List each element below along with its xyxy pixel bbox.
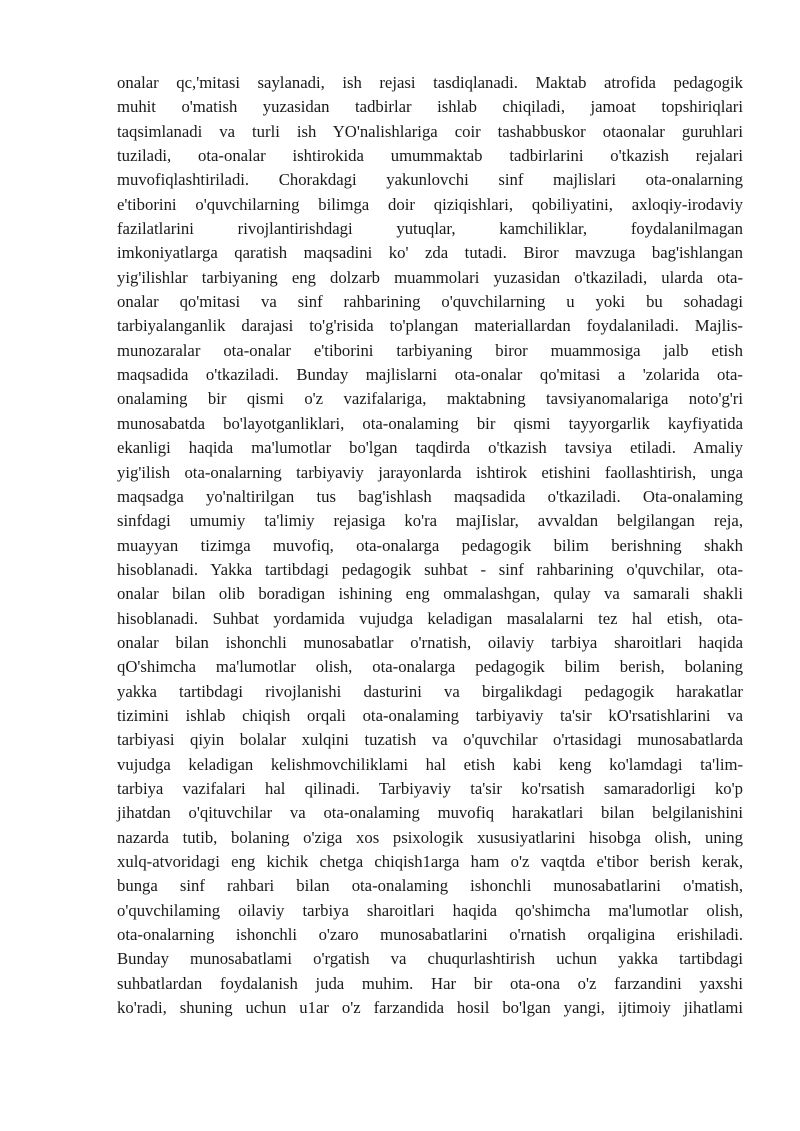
text-line-31: jihatdan o'qituvchilar va ota-onalaming muvofiq harakatlari bilan belgilanishini xyxy=(117,803,743,823)
text-line-13: maqsadida o'tkaziladi. Bunday majlislarni ota-onalar qo'mitasi a 'zolarida ota- xyxy=(117,365,743,385)
text-line-24: onalar bilan ishonchli munosabatlar o'rnatish, oilaviy tarbiya sharoitlari haqida xyxy=(117,632,743,652)
text-line-39: ko'radi, shuning uchun u1ar o'z farzandida hosil bo'lgan yangi, ijtimoiy jihatlami xyxy=(117,998,743,1018)
text-line-23: hisoblanadi. Suhbat yordamida vujudga keladigan masalalarni tez hal etish, ota- xyxy=(117,608,743,628)
text-line-17: yig'ilish ota-onalarning tarbiyaviy jarayonlarda ishtirok etishini faollashtirish, unga xyxy=(117,462,743,482)
text-line-18: maqsadga yo'naltirilgan tus bag'ishlash maqsadida o'tkaziladi. Ota-onalaming xyxy=(117,486,743,506)
text-line-33: xulq-atvoridagi eng kichik chetga chiqish1arga ham o'z vaqtda e'tibor berish kerak, xyxy=(117,852,743,871)
text-line-11: tarbiyalanganlik darajasi to'g'risida to'plangan materiallardan foydalaniladi. Majlis- xyxy=(117,316,743,336)
text-line-7: fazilatlarini rivojlantirishdagi yutuqlar, kamchiliklar, foydalanilmagan xyxy=(117,219,743,239)
text-line-22: onalar bilan olib boradigan ishining eng ommalashgan, qulay va samarali shakli xyxy=(117,584,743,604)
text-line-25: qO'shimcha ma'lumotlar olish, ota-onalarga pedagogik bilim berish, bolaning xyxy=(117,657,743,677)
text-line-29: vujudga keladigan kelishmovchiliklami hal etish kabi keng ko'lamdagi ta'lim- xyxy=(117,754,743,774)
text-line-9: yig'ilishlar tarbiyaning eng dolzarb muammolari yuzasidan o'tkaziladi, ularda ota- xyxy=(117,267,743,287)
text-line-4: tuziladi, ota-onalar ishtirokida umummaktab tadbirlarini o'tkazish rejalari xyxy=(117,146,743,166)
text-line-30: tarbiya vazifalari hal qilinadi. Tarbiyaviy ta'sir ko'rsatish samaradorligi ko'p xyxy=(117,778,743,798)
text-line-28: tarbiyasi qiyin bolalar xulqini tuzatish va o'quvchilar o'rtasidagi munosabatlarda xyxy=(117,730,743,750)
text-line-8: imkoniyatlarga qaratish maqsadini ko' zda tutadi. Biror mavzuga bag'ishlangan xyxy=(117,243,743,263)
text-line-5: muvofiqlashtiriladi. Chorakdagi yakunlovchi sinf majlislari ota-onalarning xyxy=(117,170,743,190)
text-line-10: onalar qo'mitasi va sinf rahbarining o'quvchilarning u yoki bu sohadagi xyxy=(117,292,743,312)
text-line-12: munozaralar ota-onalar e'tiborini tarbiyaning biror muammosiga jalb etish xyxy=(117,340,743,360)
text-line-35: o'quvchilaming oilaviy tarbiya sharoitlari haqida qo'shimcha ma'lumotlar olish, xyxy=(117,900,743,920)
text-line-37: Bunday munosabatlami o'rgatish va chuqurlashtirish uchun yakka tartibdagi xyxy=(117,949,743,969)
text-line-19: sinfdagi umumiy ta'limiy rejasiga ko'ra majIislar, avvaldan belgilangan reja, xyxy=(117,511,743,531)
text-line-2: muhit o'matish yuzasidan tadbirlar ishlab chiqiladi, jamoat topshiriqlari xyxy=(117,97,743,117)
text-line-32: nazarda tutib, bolaning o'ziga xos psixologik xususiyatlarini hisobga olish, uning xyxy=(117,827,743,847)
text-line-14: onalaming bir qismi o'z vazifalariga, maktabning tavsiyanomalariga noto'g'ri xyxy=(117,389,743,409)
text-line-26: yakka tartibdagi rivojlanishi dasturini va birgalikdagi pedagogik harakatlar xyxy=(117,681,743,701)
text-line-20: muayyan tizimga muvofiq, ota-onalarga pedagogik bilim berishning shakh xyxy=(117,535,743,555)
text-line-27: tizimini ishlab chiqish orqali ota-onalaming tarbiyaviy ta'sir kO'rsatishlarini va xyxy=(117,705,743,725)
text-line-15: munosabatda bo'layotganliklari, ota-onalaming bir qismi tayyorgarlik kayfiyatida xyxy=(117,413,743,433)
text-line-21: hisoblanadi. Yakka tartibdagi pedagogik suhbat - sinf rahbarining o'quvchilar, ota- xyxy=(117,559,743,579)
text-line-34: bunga sinf rahbari bilan ota-onalaming ishonchli munosabatlarini o'matish, xyxy=(117,876,743,896)
text-line-38: suhbatlardan foydalanish juda muhim. Har bir ota-ona o'z farzandini yaxshi xyxy=(117,973,743,993)
body-text xyxy=(117,71,743,1020)
text-line-36: ota-onalarning ishonchli o'zaro munosabatlarini o'rnatish orqaligina erishiladi. xyxy=(117,925,743,945)
text-line-6: e'tiborini o'quvchilarning bilimga doir qiziqishlari, qobiliyatini, axloqiy-irodaviy xyxy=(117,194,743,214)
text-line-1: onalar qc,'mitasi saylanadi, ish rejasi tasdiqlanadi. Maktab atrofida pedagogik xyxy=(117,73,743,92)
text-line-16: ekanligi haqida ma'lumotlar bo'lgan taqdirda o'tkazish tavsiya etiladi. Amaliy xyxy=(117,438,743,458)
text-line-3: taqsimlanadi va turli ish YO'nalishlariga coir tashabbuskor otaonalar guruhlari xyxy=(117,121,743,141)
